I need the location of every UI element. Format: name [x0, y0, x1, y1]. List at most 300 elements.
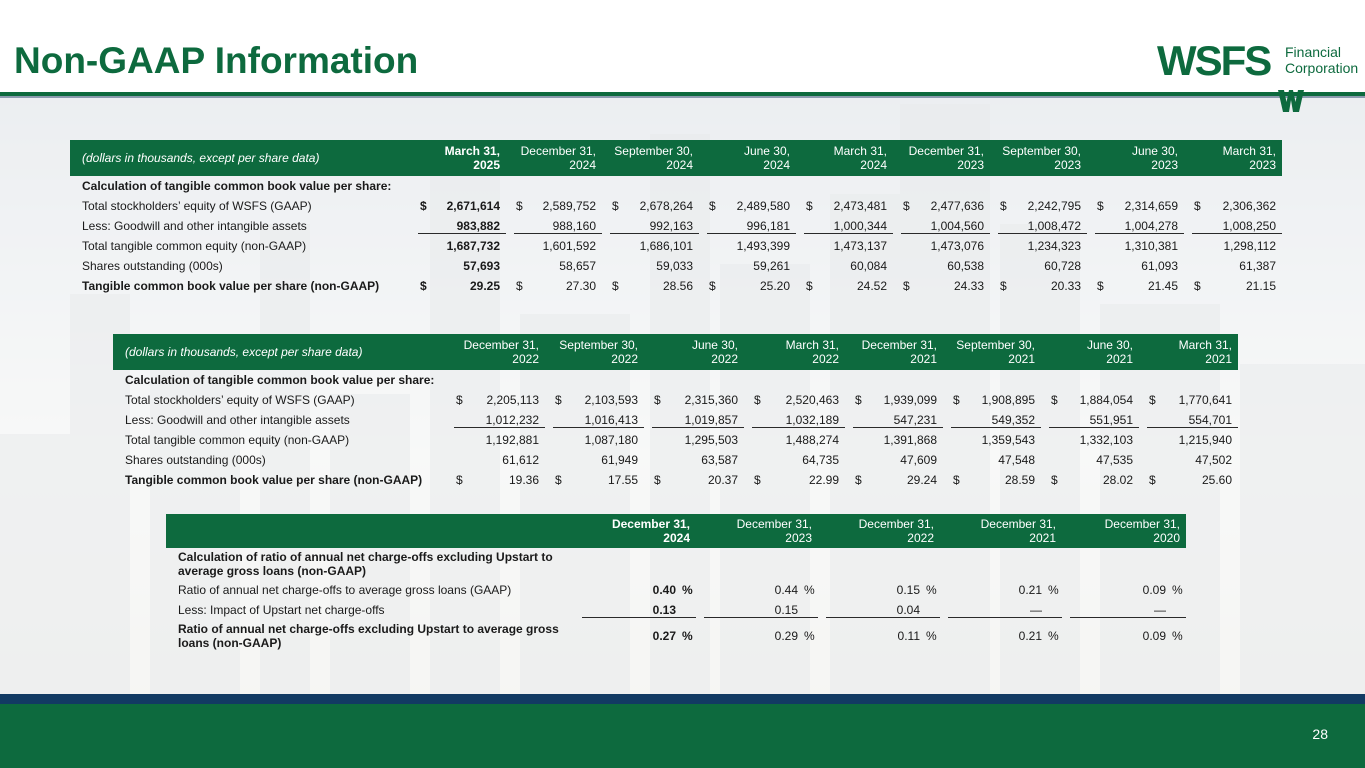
cell-value: 0.15 [774, 602, 798, 617]
unit-label [166, 514, 574, 548]
table-cell [696, 620, 818, 652]
percent-sign [1172, 603, 1182, 617]
currency-symbol: $ [709, 279, 716, 293]
table-row [113, 390, 1238, 410]
company-logo [1157, 37, 1359, 115]
currency-symbol: $ [612, 199, 619, 213]
cell-value: 2,489,580 [736, 199, 790, 213]
cell-value: 59,261 [753, 259, 790, 273]
percent-sign: % [1048, 583, 1059, 597]
header-row [70, 140, 1282, 176]
percent-sign: % [1048, 629, 1059, 643]
table-cell [446, 470, 545, 490]
table-cell [990, 216, 1087, 236]
currency-symbol: $ [1194, 279, 1201, 293]
cell-value: 1,295,503 [684, 433, 738, 447]
cell-value: 1,770,641 [1178, 393, 1232, 407]
table-cell [1139, 450, 1238, 470]
currency-symbol: $ [709, 199, 716, 213]
cell-value: 2,520,463 [785, 393, 839, 407]
cell-value: 2,314,659 [1124, 199, 1178, 213]
table-cell [1184, 276, 1282, 296]
column-header: December 31, 2020 [1062, 514, 1186, 548]
table-cell [940, 620, 1062, 652]
currency-symbol: $ [855, 473, 862, 487]
cell-value: 2,671,614 [446, 199, 500, 213]
table-cell [893, 196, 990, 216]
cell-value: 1,000,344 [833, 218, 887, 233]
cell-value: 24.52 [856, 279, 887, 293]
column-header: December 31, 2021 [845, 334, 943, 370]
column-header: June 30, 2023 [1087, 140, 1184, 176]
table-cell [545, 390, 644, 410]
cell-value: 2,477,636 [930, 199, 984, 213]
currency-symbol: $ [654, 473, 661, 487]
cell-value: 1,884,054 [1079, 393, 1133, 407]
table-cell [1087, 256, 1184, 276]
logo-w-icon [1278, 90, 1304, 112]
table-cell [446, 390, 545, 410]
cell-value: 20.33 [1050, 279, 1081, 293]
table-cell [845, 390, 943, 410]
percent-sign: % [1172, 629, 1183, 643]
cell-value: 17.55 [607, 473, 638, 487]
section-row [166, 548, 1186, 580]
cell-value: 554,701 [1188, 412, 1232, 427]
cell-value: 1,012,232 [485, 412, 539, 427]
cell-value: 60,538 [947, 259, 984, 273]
cell-value: 0.09 [1142, 629, 1166, 643]
cell-value: 2,103,593 [584, 393, 638, 407]
percent-sign [1048, 603, 1058, 617]
currency-symbol: $ [1000, 199, 1007, 213]
cell-value: 1,087,180 [584, 433, 638, 447]
percent-sign: % [682, 583, 693, 597]
percent-sign: % [1172, 583, 1183, 597]
header-row [113, 334, 1238, 370]
percent-sign: % [804, 629, 815, 643]
cell-value: 20.37 [707, 473, 738, 487]
column-header: December 31, 2023 [696, 514, 818, 548]
cell-value: 2,589,752 [542, 199, 596, 213]
table-cell [1139, 430, 1238, 450]
row-label: Ratio of annual net charge-offs to average gross loans (GAAP) [178, 583, 512, 597]
cell-value: 28.59 [1004, 473, 1035, 487]
table-cell [699, 276, 796, 296]
cell-value: 0.21 [1018, 583, 1042, 597]
percent-sign [926, 603, 936, 617]
table-cell [893, 216, 990, 236]
row-label: Total tangible common equity (non-GAAP) [125, 433, 350, 447]
cell-value: 61,612 [502, 453, 539, 467]
cell-value: — [1154, 602, 1166, 617]
table-row [70, 196, 1282, 216]
cell-value: 2,473,481 [833, 199, 887, 213]
cell-value: — [1030, 602, 1042, 617]
table-cell [506, 236, 602, 256]
currency-symbol: $ [420, 279, 427, 293]
table-cell [1062, 580, 1186, 600]
cell-value: 1,391,868 [883, 433, 937, 447]
tangible-book-value-table-2023-2025 [70, 140, 1282, 296]
cell-value: 28.02 [1102, 473, 1133, 487]
cell-value: 1,332,103 [1079, 433, 1133, 447]
column-header: June 30, 2024 [699, 140, 796, 176]
table-cell [990, 256, 1087, 276]
table-cell [410, 216, 506, 236]
table-cell [602, 216, 699, 236]
row-label: Total tangible common equity (non-GAAP) [82, 239, 307, 253]
table-cell [744, 430, 845, 450]
cell-value: 0.11 [897, 629, 920, 643]
table-cell [744, 390, 845, 410]
currency-symbol: $ [1149, 473, 1156, 487]
currency-symbol: $ [456, 473, 463, 487]
table-cell [410, 196, 506, 216]
cell-value: 1,004,278 [1124, 218, 1178, 233]
currency-symbol: $ [1000, 279, 1007, 293]
table-cell [744, 410, 845, 430]
row-label: Tangible common book value per share (non-GAAP) [82, 279, 380, 293]
page-title: Non-GAAP Information [14, 40, 419, 81]
cell-value: 1,473,137 [833, 239, 887, 253]
column-header: March 31, 2022 [744, 334, 845, 370]
table-cell [644, 450, 744, 470]
currency-symbol: $ [806, 279, 813, 293]
row-label: Total stockholders’ equity of WSFS (GAAP) [125, 393, 355, 407]
table-cell [1184, 216, 1282, 236]
currency-symbol: $ [903, 199, 910, 213]
cell-value: 0.04 [896, 602, 920, 617]
percent-sign: % [926, 583, 937, 597]
cell-value: 27.30 [565, 279, 596, 293]
table-cell [545, 470, 644, 490]
table-cell [1062, 620, 1186, 652]
cell-value: 29.25 [469, 279, 500, 293]
table-cell [1041, 470, 1139, 490]
table-row [113, 470, 1238, 490]
percent-sign [804, 603, 814, 617]
table-cell [644, 430, 744, 450]
cell-value: 28.56 [662, 279, 693, 293]
column-header: December 31, 2024 [574, 514, 696, 548]
currency-symbol: $ [754, 473, 761, 487]
cell-value: 25.20 [759, 279, 790, 293]
table-cell [893, 276, 990, 296]
table-cell [796, 256, 893, 276]
currency-symbol: $ [1097, 199, 1104, 213]
column-header: December 31, 2023 [893, 140, 990, 176]
column-header: March 31, 2021 [1139, 334, 1238, 370]
cell-value: 21.45 [1147, 279, 1178, 293]
table-cell [1041, 390, 1139, 410]
cell-value: 547,231 [893, 412, 937, 427]
table-cell [845, 450, 943, 470]
table-cell [845, 430, 943, 450]
cell-value: 0.29 [774, 629, 798, 643]
table-cell [943, 470, 1041, 490]
currency-symbol: $ [754, 393, 761, 407]
table-cell [696, 580, 818, 600]
currency-symbol: $ [903, 279, 910, 293]
table-cell [410, 256, 506, 276]
currency-symbol: $ [420, 199, 427, 213]
table-row [70, 236, 1282, 256]
table-cell [1041, 450, 1139, 470]
table-cell [602, 256, 699, 276]
cell-value: 992,163 [649, 218, 693, 233]
table-cell [943, 410, 1041, 430]
cell-value: 47,535 [1096, 453, 1133, 467]
currency-symbol: $ [953, 393, 960, 407]
unit-label: (dollars in thousands, except per share data) [113, 334, 446, 370]
cell-value: 1,016,413 [584, 412, 638, 427]
section-heading: Calculation of tangible common book value per share: [82, 179, 392, 193]
table-cell [506, 276, 602, 296]
table-cell [1087, 276, 1184, 296]
table-cell [845, 410, 943, 430]
cell-value: 549,352 [991, 412, 1035, 427]
unit-label: (dollars in thousands, except per share data) [70, 140, 410, 176]
table-row [166, 580, 1186, 600]
currency-symbol: $ [1194, 199, 1201, 213]
row-label: Tangible common book value per share (non-GAAP) [125, 473, 423, 487]
table-row [70, 216, 1282, 236]
table-cell [644, 390, 744, 410]
cell-value: 1,493,399 [736, 239, 790, 253]
row-label: Shares outstanding (000s) [125, 453, 266, 467]
table-cell [602, 276, 699, 296]
cell-value: 1,032,189 [785, 412, 839, 427]
currency-symbol: $ [555, 393, 562, 407]
column-header: June 30, 2021 [1041, 334, 1139, 370]
column-header: December 31, 2024 [506, 140, 602, 176]
table-cell [506, 216, 602, 236]
column-header: December 31, 2022 [446, 334, 545, 370]
cell-value: 1,488,274 [785, 433, 839, 447]
table-cell [446, 430, 545, 450]
cell-value: 63,587 [701, 453, 738, 467]
table-cell [1041, 430, 1139, 450]
table-cell [893, 256, 990, 276]
currency-symbol: $ [1051, 473, 1058, 487]
cell-value: 2,242,795 [1027, 199, 1081, 213]
column-header: March 31, 2023 [1184, 140, 1282, 176]
row-label: Less: Impact of Upstart net charge-offs [178, 603, 385, 617]
table-cell [990, 196, 1087, 216]
table-cell [602, 236, 699, 256]
table-cell [845, 470, 943, 490]
cell-value: 996,181 [746, 218, 790, 233]
table-cell [893, 236, 990, 256]
currency-symbol: $ [654, 393, 661, 407]
currency-symbol: $ [1149, 393, 1156, 407]
cell-value: 60,084 [850, 259, 887, 273]
table-cell [943, 450, 1041, 470]
table-cell [644, 410, 744, 430]
percent-sign: % [804, 583, 815, 597]
cell-value: 59,033 [656, 259, 693, 273]
table-cell [446, 410, 545, 430]
table-row [113, 430, 1238, 450]
table-row [166, 620, 1186, 652]
cell-value: 0.15 [896, 583, 920, 597]
cell-value: 1,008,250 [1222, 218, 1276, 233]
cell-value: 61,949 [601, 453, 638, 467]
cell-value: 983,882 [456, 218, 500, 233]
cell-value: 0.40 [652, 583, 676, 597]
table-cell [545, 450, 644, 470]
percent-sign: % [926, 629, 937, 643]
column-header: December 31, 2021 [940, 514, 1062, 548]
cell-value: 0.13 [652, 602, 676, 617]
column-header: September 30, 2023 [990, 140, 1087, 176]
row-label: Ratio of annual net charge-offs excluding Upstart to average gross loans (non-GAAP) [178, 622, 559, 650]
cell-value: 47,502 [1195, 453, 1232, 467]
cell-value: 1,686,101 [639, 239, 693, 253]
table-cell [1087, 236, 1184, 256]
table-cell [943, 430, 1041, 450]
cell-value: 25.60 [1201, 473, 1232, 487]
percent-sign: % [682, 629, 693, 643]
cell-value: 1,004,560 [930, 218, 984, 233]
row-label: Shares outstanding (000s) [82, 259, 223, 273]
currency-symbol: $ [806, 199, 813, 213]
table-cell [796, 236, 893, 256]
row-label: Less: Goodwill and other intangible assets [82, 219, 307, 233]
table-row [113, 450, 1238, 470]
header-row [166, 514, 1186, 548]
cell-value: 0.27 [652, 629, 676, 643]
table-cell [818, 600, 940, 620]
cell-value: 19.36 [508, 473, 539, 487]
table-cell [446, 450, 545, 470]
table-cell [574, 600, 696, 620]
table-cell [410, 276, 506, 296]
table-cell [796, 196, 893, 216]
cell-value: 22.99 [808, 473, 839, 487]
currency-symbol: $ [855, 393, 862, 407]
logo-subtitle: Financial Corporation [1285, 44, 1359, 76]
cell-value: 47,609 [900, 453, 937, 467]
table-cell [574, 620, 696, 652]
row-label: Less: Goodwill and other intangible assets [125, 413, 350, 427]
table-cell [644, 470, 744, 490]
cell-value: 1,473,076 [930, 239, 984, 253]
table-cell [796, 216, 893, 236]
table-cell [1184, 196, 1282, 216]
table-row [166, 600, 1186, 620]
cell-value: 988,160 [552, 218, 596, 233]
section-row [113, 370, 1238, 390]
cell-value: 1,310,381 [1124, 239, 1178, 253]
currency-symbol: $ [612, 279, 619, 293]
cell-value: 57,693 [463, 259, 500, 273]
table-cell [990, 276, 1087, 296]
page-number: 28 [1312, 726, 1328, 742]
cell-value: 2,315,360 [684, 393, 738, 407]
currency-symbol: $ [516, 199, 523, 213]
cell-value: 21.15 [1245, 279, 1276, 293]
cell-value: 2,205,113 [486, 393, 539, 407]
table-cell [1184, 236, 1282, 256]
cell-value: 0.21 [1018, 629, 1042, 643]
table-cell [818, 580, 940, 600]
table-cell [602, 196, 699, 216]
table-cell [990, 236, 1087, 256]
cell-value: 1,601,592 [542, 239, 596, 253]
column-header: December 31, 2022 [818, 514, 940, 548]
table-cell [545, 430, 644, 450]
currency-symbol: $ [953, 473, 960, 487]
tangible-book-value-table-2021-2022 [113, 334, 1238, 490]
cell-value: 1,008,472 [1027, 218, 1081, 233]
cell-value: 1,939,099 [883, 393, 937, 407]
table-cell [506, 196, 602, 216]
currency-symbol: $ [516, 279, 523, 293]
cell-value: 1,019,857 [684, 412, 738, 427]
table-cell [1139, 410, 1238, 430]
cell-value: 551,951 [1089, 412, 1133, 427]
table-cell [699, 216, 796, 236]
cell-value: 58,657 [559, 259, 596, 273]
table-row [113, 410, 1238, 430]
cell-value: 2,306,362 [1222, 199, 1276, 213]
table-cell [574, 580, 696, 600]
table-cell [1087, 196, 1184, 216]
table-cell [545, 410, 644, 430]
currency-symbol: $ [555, 473, 562, 487]
column-header: September 30, 2024 [602, 140, 699, 176]
table-cell [940, 600, 1062, 620]
footer-bar [0, 704, 1365, 768]
table-row [70, 276, 1282, 296]
table-cell [818, 620, 940, 652]
table-cell [744, 450, 845, 470]
cell-value: 61,387 [1239, 259, 1276, 273]
cell-value: 1,687,732 [446, 239, 500, 253]
cell-value: 2,678,264 [639, 199, 693, 213]
cell-value: 0.44 [774, 583, 798, 597]
cell-value: 64,735 [802, 453, 839, 467]
cell-value: 1,192,881 [485, 433, 539, 447]
table-cell [699, 196, 796, 216]
currency-symbol: $ [1051, 393, 1058, 407]
cell-value: 61,093 [1141, 259, 1178, 273]
percent-sign [682, 603, 692, 617]
table-cell [506, 256, 602, 276]
column-header: June 30, 2022 [644, 334, 744, 370]
currency-symbol: $ [456, 393, 463, 407]
section-row [70, 176, 1282, 196]
table-cell [943, 390, 1041, 410]
table-cell [1062, 600, 1186, 620]
column-header: September 30, 2022 [545, 334, 644, 370]
cell-value: 1,215,940 [1178, 433, 1232, 447]
cell-value: 1,298,112 [1223, 239, 1276, 253]
table-cell [940, 580, 1062, 600]
table-cell [696, 600, 818, 620]
table-row [70, 256, 1282, 276]
table-cell [796, 276, 893, 296]
table-cell [699, 236, 796, 256]
logo-wordmark: WSFS [1157, 37, 1271, 84]
section-heading: Calculation of ratio of annual net charge-offs excluding Upstart to average gross loans (non-GAAP) [178, 550, 553, 578]
footer-accent-band [0, 694, 1365, 704]
table-cell [410, 236, 506, 256]
table-cell [1184, 256, 1282, 276]
table-cell [1139, 390, 1238, 410]
